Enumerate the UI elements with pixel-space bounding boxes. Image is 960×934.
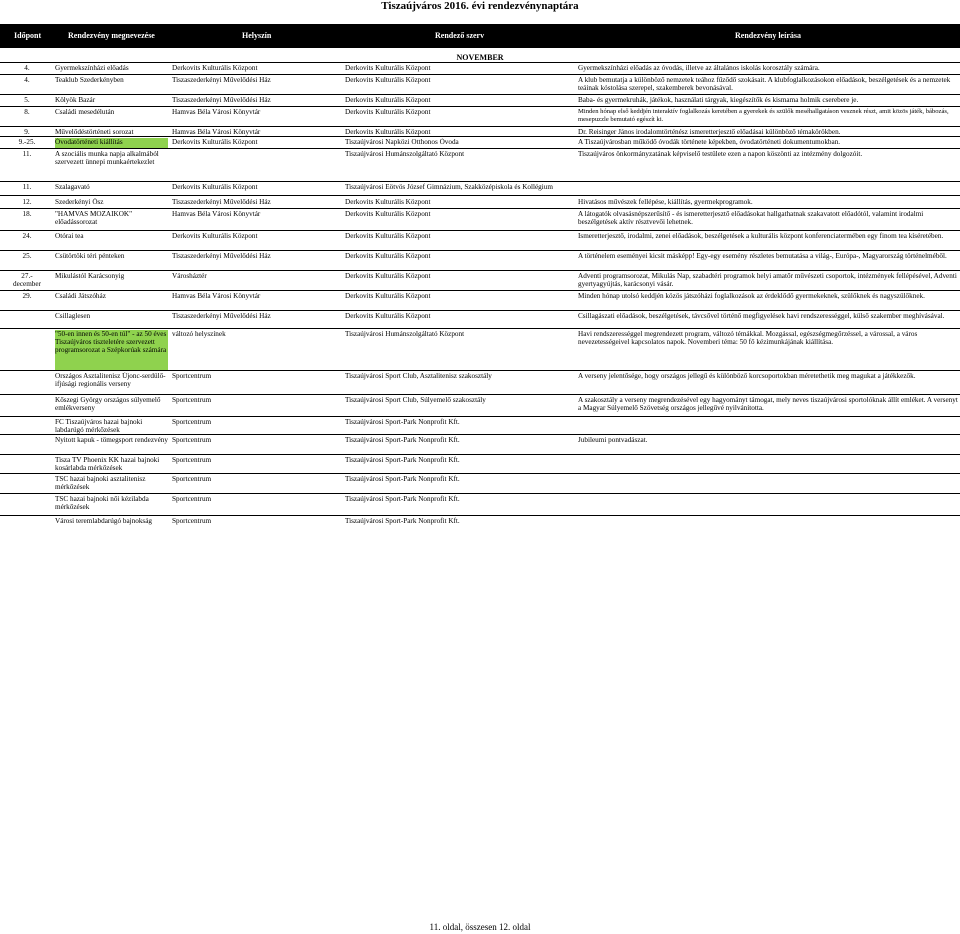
row-description: A verseny jelentősége, hogy országos jellegű és különböző korcsoportokban méretethetik meg magukat a játékkezők.	[578, 372, 916, 380]
row-date: 12.	[22, 198, 32, 206]
header-description: Rendezvény leírása	[735, 31, 801, 40]
page-footer: 11. oldal, összesen 12. oldal	[429, 922, 531, 932]
row-organizer: Derkovits Kulturális Központ	[345, 198, 431, 206]
row-description: A történelem eseményei kicsit másképp! Egy-egy esemény részletes bemutatása a világ-, Európa-, Magyarország történelméből.	[578, 252, 947, 260]
row-description: Adventi programsorozat, Mikulás Nap, szabadtéri programok helyi amatőr művészeti csoportok, intézmények fellépésével, Adventi gyertyagyújtás, karácsonyi vásár.	[578, 272, 957, 289]
row-divider	[0, 148, 960, 149]
table-row	[0, 150, 960, 182]
row-divider	[0, 195, 960, 196]
row-name: Szederkényi Ősz	[55, 198, 104, 206]
row-name: Otórai tea	[55, 232, 84, 240]
row-name: Mikulástól Karácsonyig	[55, 272, 125, 280]
row-name: Nyitott kapuk - tömegsport rendezvény	[55, 436, 168, 444]
row-organizer: Derkovits Kulturális Központ	[345, 232, 431, 240]
row-description: A klub bemutatja a különböző nemzetek teához fűződő szokásait. A klubfoglalkozásokon előadások, beszélgetések és a nemzetek teáinak kóstolása szerepel, szakemberek bevonásával.	[578, 76, 951, 93]
row-venue: Sportcentrum	[172, 456, 212, 464]
table-row	[0, 292, 960, 310]
row-description	[578, 475, 958, 493]
row-divider	[0, 126, 960, 127]
row-divider	[0, 136, 960, 137]
table-row	[0, 475, 960, 493]
row-name: Városi teremlabdarúgó bajnokság	[55, 517, 152, 525]
row-date: 9.	[24, 128, 30, 136]
table-row	[0, 64, 960, 74]
row-description: Csillagászati előadások, beszélgetések, távcsővel történő megfigyelések havi rendszerességgel, külső szakember meghívásával.	[578, 312, 945, 320]
row-date	[8, 495, 46, 513]
row-description: A szakosztály a verseny megrendezésével egy hagyományt támogat, mely neves tiszaújvárosi sportolóknak állít emléket. A versenyt a Magyar Súlyemelő Szövetség országos jellegűvé nyilvánította.	[578, 396, 958, 413]
row-divider	[0, 416, 960, 417]
table-row	[0, 418, 960, 434]
row-description: Hivatásos művészek fellépése, kiállítás, gyermekprogramok.	[578, 198, 753, 206]
row-venue: Derkovits Kulturális Központ	[172, 232, 258, 240]
row-divider	[0, 493, 960, 494]
row-venue: Tiszaszederkényi Művelődési Ház	[172, 252, 271, 260]
row-date: 4.	[24, 64, 30, 72]
row-date: 18.	[22, 210, 32, 218]
row-description: Gyermekszínházi előadás az óvodás, illetve az általános iskolás korosztály számára.	[578, 64, 820, 72]
row-organizer: Derkovits Kulturális Központ	[345, 292, 431, 300]
row-organizer: Derkovits Kulturális Központ	[345, 108, 431, 116]
row-venue	[172, 150, 340, 182]
row-organizer: Derkovits Kulturális Központ	[345, 128, 431, 136]
table-row	[0, 210, 960, 230]
row-divider	[0, 181, 960, 182]
row-description: Tiszaújváros önkormányzatának képviselő testülete ezen a napon köszönti az intézmény dolgozóit.	[578, 150, 863, 158]
row-venue: Hamvas Béla Városi Könyvtár	[172, 210, 261, 218]
row-venue: Sportcentrum	[172, 418, 212, 426]
row-date	[8, 475, 46, 493]
row-date: 27.- december	[13, 272, 41, 289]
row-description	[578, 495, 958, 513]
table-row	[0, 517, 960, 529]
row-name: A szociális munka napja alkalmából szervezett ünnepi munkaértekezlet	[55, 150, 159, 167]
table-row	[0, 76, 960, 96]
table-row	[0, 183, 960, 195]
row-date: 11.	[22, 150, 32, 158]
row-divider	[0, 94, 960, 95]
row-date: 24.	[22, 232, 32, 240]
row-organizer: Tiszaújvárosi Humánszolgáltató Központ	[345, 330, 465, 338]
row-organizer: Tiszaújvárosi Sport-Park Nonprofit Kft.	[345, 418, 460, 426]
row-venue: Városháztér	[172, 272, 207, 280]
table-row	[0, 456, 960, 474]
row-date: 29.	[22, 292, 32, 300]
row-venue: Sportcentrum	[172, 475, 212, 483]
row-name: Kölyök Bazár	[55, 96, 96, 104]
row-venue: Sportcentrum	[172, 517, 212, 525]
row-date: 25.	[22, 252, 32, 260]
row-divider	[0, 434, 960, 435]
row-name: Országos Asztalitenisz Újonc-serdülő-ifjúsági regionális verseny	[55, 372, 166, 389]
row-divider	[0, 328, 960, 329]
table-row	[0, 108, 960, 128]
row-description: Havi rendszerességgel megrendezett program, változó témákkal. Mozgással, egészségmegőrzéssel, a várossal, a város nevezetességeivel kapcsolatos napok. Novemberi téma: 50 fő kézimunkájának kiállítása.	[578, 330, 918, 347]
row-venue: Sportcentrum	[172, 436, 212, 444]
row-date	[8, 418, 46, 434]
row-venue: Tiszaszederkényi Művelődési Ház	[172, 312, 271, 320]
table-row	[0, 138, 960, 148]
row-divider	[0, 106, 960, 107]
row-organizer: Derkovits Kulturális Központ	[345, 96, 431, 104]
row-organizer: Tiszaújvárosi Sport Club, Súlyemelő szakosztály	[345, 396, 486, 404]
row-venue: Derkovits Kulturális Központ	[172, 138, 258, 146]
row-organizer: Derkovits Kulturális Központ	[345, 210, 431, 218]
row-name: Családi Játszóház	[55, 292, 106, 300]
row-divider	[0, 515, 960, 516]
row-divider	[0, 370, 960, 371]
row-name: TSC hazai bajnoki női kézilabda mérkőzések	[55, 495, 149, 512]
row-organizer: Tiszaújvárosi Sport-Park Nonprofit Kft.	[345, 475, 460, 483]
row-description	[578, 418, 958, 434]
row-name: Teaklub Szederkényben	[55, 76, 124, 84]
row-description: Jubileumi pontvadászat.	[578, 436, 648, 444]
row-organizer: Derkovits Kulturális Központ	[345, 252, 431, 260]
row-divider	[0, 290, 960, 291]
row-venue: Derkovits Kulturális Központ	[172, 64, 258, 72]
row-organizer: Tiszaújvárosi Humánszolgáltató Központ	[345, 150, 465, 158]
row-organizer: Derkovits Kulturális Központ	[345, 64, 431, 72]
header-venue: Helyszín	[242, 31, 272, 40]
row-divider	[0, 208, 960, 209]
row-divider	[0, 250, 960, 251]
row-venue: Hamvas Béla Városi Könyvtár	[172, 128, 261, 136]
table-row	[0, 252, 960, 270]
row-venue: Sportcentrum	[172, 396, 212, 404]
row-divider	[0, 270, 960, 271]
row-divider	[0, 454, 960, 455]
row-divider	[0, 62, 960, 63]
row-date	[8, 330, 46, 370]
row-name: Csillaglesen	[55, 312, 91, 320]
table-row	[0, 198, 960, 208]
row-name: "50-en innen és 50-en túl" - az 50 éves Tiszaújváros tiszteletére szervezett programsorozat a Szépkorúak számára	[55, 330, 168, 370]
row-name: Gyermekszínházi előadás	[55, 64, 129, 72]
row-name: TSC hazai bajnoki asztalitenisz mérkőzések	[55, 475, 146, 492]
row-venue: Sportcentrum	[172, 372, 212, 380]
row-organizer: Tiszaújvárosi Sport-Park Nonprofit Kft.	[345, 436, 460, 444]
row-organizer: Tiszaújvárosi Eötvös József Gimnázium, Szakközépiskola és Kollégium	[345, 183, 553, 191]
table-row	[0, 372, 960, 394]
row-venue: Tiszaszederkényi Művelődési Ház	[172, 76, 271, 84]
header-organizer: Rendező szerv	[435, 31, 485, 40]
row-divider	[0, 394, 960, 395]
row-date: 8.	[24, 108, 30, 116]
table-row	[0, 396, 960, 416]
row-venue: változó helyszínek	[172, 330, 226, 338]
row-description	[578, 517, 958, 529]
table-row	[0, 495, 960, 513]
row-description: Baba- és gyermekruhák, játékok, használati tárgyak, kiegészítők és kismama holmik cserebere je.	[578, 96, 859, 104]
row-venue: Derkovits Kulturális Központ	[172, 183, 258, 191]
header-name: Rendezvény megnevezése	[68, 31, 155, 40]
row-venue: Sportcentrum	[172, 495, 212, 503]
row-name: Tisza TV Phoenix KK hazai bajnoki kosárlabda mérkőzések	[55, 456, 160, 473]
row-name: Szalagavató	[55, 183, 90, 191]
table-row	[0, 436, 960, 454]
row-description: A Tiszaújvárosban működő óvodák története képekben, óvodatörténeti dokumentumokban.	[578, 138, 841, 146]
row-description: Ismeretterjesztő, irodalmi, zenei előadások, beszélgetések a kulturális központ konferenciatermében egy finom tea kíséretében.	[578, 232, 944, 240]
row-date: 9.-25.	[18, 138, 36, 146]
row-organizer: Tiszaújvárosi Sport-Park Nonprofit Kft.	[345, 495, 460, 503]
page-title: Tiszaújváros 2016. évi rendezvénynaptára	[381, 0, 579, 12]
row-organizer: Tiszaújvárosi Sport-Park Nonprofit Kft.	[345, 517, 460, 525]
row-venue: Hamvas Béla Városi Könyvtár	[172, 292, 261, 300]
row-date: 11.	[22, 183, 32, 191]
row-name: Kőszegi György országos súlyemelő emlékverseny	[55, 396, 161, 413]
row-name: FC Tiszaújváros hazai bajnoki labdarúgó mérkőzések	[55, 418, 143, 434]
row-date	[8, 456, 46, 474]
row-name: "HAMVAS MOZAIKOK" előadássorozat	[55, 210, 133, 227]
row-name: Családi mesedélután	[55, 108, 115, 116]
row-venue: Tiszaszederkényi Művelődési Ház	[172, 96, 271, 104]
row-name: Csütörtöki téri pénteken	[55, 252, 125, 260]
row-date: 5.	[24, 96, 30, 104]
row-venue: Hamvas Béla Városi Könyvtár	[172, 108, 261, 116]
row-date	[8, 396, 46, 416]
row-date	[8, 436, 46, 454]
row-name: Művelődéstörténeti sorozat	[55, 128, 134, 136]
row-organizer: Derkovits Kulturális Központ	[345, 312, 431, 320]
table-row	[0, 232, 960, 250]
row-divider	[0, 74, 960, 75]
row-organizer: Tiszaújvárosi Sport-Park Nonprofit Kft.	[345, 456, 460, 464]
month-label: NOVEMBER	[456, 53, 504, 62]
row-description: Dr. Reisinger János irodalomtörténész ismeretterjesztő előadásai különböző témakörökben.	[578, 128, 841, 136]
row-description: Minden hónap utolsó keddjén közös játszóházi foglalkozások az érdeklődő gyermekeknek, szülőknek és nagyszülőknek.	[578, 292, 925, 300]
row-description: Minden hónap első keddjén interaktív foglalkozás keretében a gyerekek és szülők meséhallgatáson vesznek részt, amit közös játék, bábozás, mesepuzzle bemutató egészít ki.	[578, 108, 949, 123]
row-organizer: Tiszaújvárosi Napközi Otthonos Óvoda	[345, 138, 459, 146]
row-divider	[0, 473, 960, 474]
row-date: 4.	[24, 76, 30, 84]
row-venue: Tiszaszederkényi Művelődési Ház	[172, 198, 271, 206]
row-description: A látogatók olvasásnépszerűsítő - és ismeretterjesztő előadásokat hallgathatnak szakavatott előadótól, valamint irodalmi beszélgetések aktív résztvevői lehetnek.	[578, 210, 924, 227]
table-row	[0, 272, 960, 290]
row-divider	[0, 230, 960, 231]
header-date: Időpont	[14, 31, 42, 40]
row-organizer: Derkovits Kulturális Központ	[345, 272, 431, 280]
row-date	[8, 517, 46, 529]
row-organizer: Tiszaújvárosi Sport Club, Asztalitenisz szakosztály	[345, 372, 492, 380]
table-row	[0, 330, 960, 370]
row-divider	[0, 310, 960, 311]
row-description	[578, 183, 958, 195]
table-row	[0, 96, 960, 106]
row-date	[8, 372, 46, 394]
row-name: Óvodatörténeti kiállítás	[55, 138, 168, 148]
row-description	[578, 456, 958, 474]
row-organizer: Derkovits Kulturális Központ	[345, 76, 431, 84]
